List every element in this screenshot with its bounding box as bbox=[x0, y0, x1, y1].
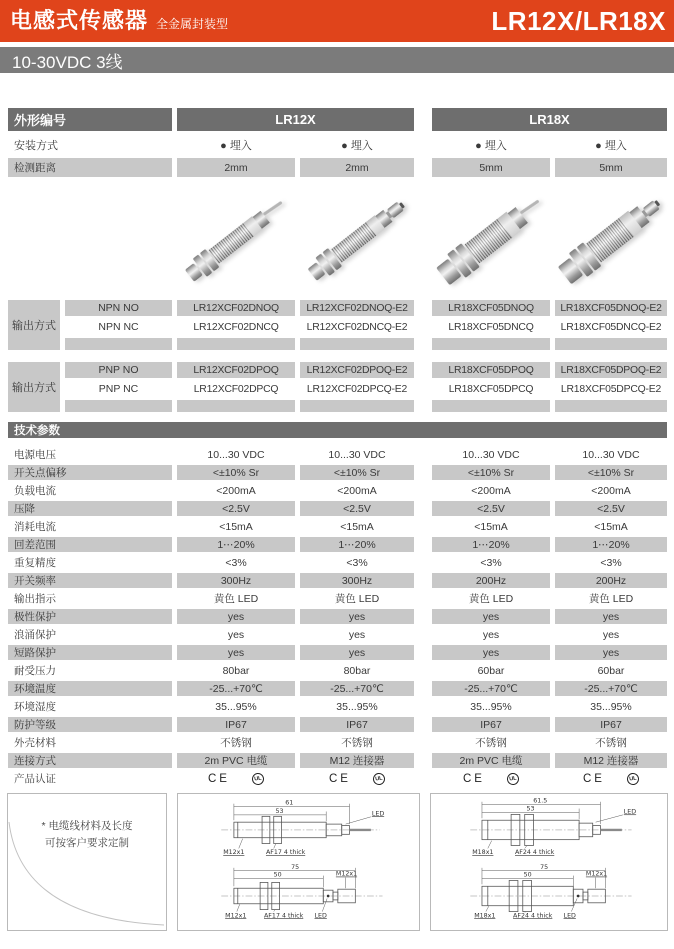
spec-value: <15mA bbox=[219, 520, 253, 533]
spec-value: M12 连接器 bbox=[300, 753, 414, 768]
cert-marks bbox=[177, 771, 295, 786]
distance-value: 5mm bbox=[432, 158, 550, 177]
nut-label: AF24 4 thick bbox=[515, 848, 555, 856]
drawing-box-lr18x bbox=[430, 793, 668, 931]
nut-label: AF17 4 thick bbox=[265, 848, 306, 856]
drawing-box-lr12x bbox=[177, 793, 420, 931]
part-number: LR12XCF02DPCQ bbox=[193, 383, 279, 395]
spec-label: 电源电压 bbox=[14, 449, 56, 461]
spec-value: 200Hz bbox=[432, 573, 550, 588]
ul-mark-icon: UL bbox=[372, 772, 386, 786]
spec-value: yes bbox=[432, 645, 550, 660]
spec-row bbox=[8, 465, 667, 479]
part-number: LR12XCF02DNCQ-E2 bbox=[306, 321, 408, 333]
led-label: LED bbox=[623, 807, 637, 815]
output-group-npn bbox=[8, 300, 667, 350]
led-label: LED bbox=[563, 911, 576, 919]
spec-value: 不锈钢 bbox=[341, 737, 373, 749]
thread-label: M18x1 bbox=[472, 848, 494, 856]
cert-marks bbox=[555, 771, 667, 786]
spec-value: M12 连接器 bbox=[555, 753, 667, 768]
corner-curve-decoration bbox=[8, 794, 166, 930]
spec-row bbox=[8, 717, 667, 731]
spec-value: 黄色 LED bbox=[334, 593, 380, 605]
ce-mark-icon: CE bbox=[208, 772, 230, 785]
spec-value: yes bbox=[555, 609, 667, 624]
spec-value: 200Hz bbox=[555, 573, 667, 588]
distance-value: 5mm bbox=[555, 158, 667, 177]
spec-label: 回差范围 bbox=[8, 537, 172, 552]
output-type: PNP NO bbox=[65, 362, 172, 378]
spec-value: 35...95% bbox=[470, 700, 512, 713]
spec-value: <200mA bbox=[471, 484, 511, 497]
nut-label: AF17 4 thick bbox=[264, 911, 304, 919]
spec-label: 连接方式 bbox=[8, 753, 172, 768]
spec-value: <±10% Sr bbox=[177, 465, 295, 480]
spec-label: 防护等级 bbox=[8, 717, 172, 732]
spec-value: 35...95% bbox=[590, 700, 632, 713]
dim-total: 75 bbox=[291, 863, 300, 871]
spec-value: 黄色 LED bbox=[213, 593, 259, 605]
spec-value: <15mA bbox=[340, 520, 374, 533]
spec-value: yes bbox=[432, 609, 550, 624]
spec-value: 300Hz bbox=[300, 573, 414, 588]
part-number: LR12XCF02DNOQ-E2 bbox=[300, 300, 414, 316]
spec-value: -25...+70℃ bbox=[555, 681, 667, 696]
spec-value: yes bbox=[602, 628, 620, 641]
part-number: LR18XCF05DPCQ-E2 bbox=[560, 383, 662, 395]
mount-value: ● 埋入 bbox=[595, 139, 627, 152]
spec-value: yes bbox=[300, 609, 414, 624]
ul-mark-icon: UL bbox=[506, 772, 520, 786]
sensor-photo-lr12x-connector bbox=[300, 180, 414, 298]
shape-label: 外形编号 bbox=[8, 108, 172, 131]
part-number: LR12XCF02DPCQ-E2 bbox=[306, 383, 408, 395]
note-line-2: 可按客户要求定制 bbox=[45, 837, 129, 850]
spec-value: 1⋯20% bbox=[555, 537, 667, 552]
spec-value: 60bar bbox=[477, 664, 505, 677]
spec-value: -25...+70℃ bbox=[300, 681, 414, 696]
ce-mark-icon: CE bbox=[329, 772, 351, 785]
spec-label: 消耗电流 bbox=[14, 521, 56, 533]
distance-value: 2mm bbox=[177, 158, 295, 177]
spec-value: 黄色 LED bbox=[468, 593, 514, 605]
spec-value: -25...+70℃ bbox=[177, 681, 295, 696]
spec-row bbox=[8, 663, 667, 677]
note-box bbox=[7, 793, 167, 931]
connector-thread-label: M12x1 bbox=[585, 870, 608, 878]
distance-row bbox=[8, 158, 667, 177]
spec-value: yes bbox=[555, 645, 667, 660]
thread-label: M12x1 bbox=[225, 911, 247, 919]
spec-row bbox=[8, 591, 667, 605]
nut-label: AF24 4 thick bbox=[513, 911, 553, 919]
connector-thread-label: M12x1 bbox=[335, 870, 358, 878]
product-photos-row bbox=[8, 180, 667, 298]
shape-header-row bbox=[8, 108, 667, 131]
spec-value: 300Hz bbox=[177, 573, 295, 588]
spec-value: <200mA bbox=[216, 484, 256, 497]
spec-value: <±10% Sr bbox=[432, 465, 550, 480]
part-number: LR12XCF02DPOQ bbox=[177, 362, 295, 378]
spec-value: yes bbox=[482, 628, 500, 641]
thread-label: M18x1 bbox=[474, 911, 496, 919]
output-group-pnp bbox=[8, 362, 667, 412]
ce-mark-icon: CE bbox=[463, 772, 485, 785]
ul-mark-icon: UL bbox=[251, 772, 265, 786]
spec-value: 10...30 VDC bbox=[328, 448, 386, 461]
spec-sheet bbox=[8, 108, 667, 785]
part-number: LR12XCF02DPOQ-E2 bbox=[300, 362, 414, 378]
part-number: LR18XCF05DPOQ-E2 bbox=[555, 362, 667, 378]
spec-row bbox=[8, 609, 667, 623]
spec-label: 环境温度 bbox=[8, 681, 172, 696]
mount-value: ● 埋入 bbox=[220, 139, 252, 152]
spec-row bbox=[8, 447, 667, 461]
output-type: NPN NO bbox=[65, 300, 172, 316]
spec-value: 35...95% bbox=[215, 700, 257, 713]
cert-marks bbox=[432, 771, 550, 786]
dim-body: 53 bbox=[275, 807, 284, 815]
cert-label: 产品认证 bbox=[14, 773, 56, 785]
spec-row bbox=[8, 735, 667, 749]
spec-value: IP67 bbox=[177, 717, 295, 732]
spec-value: 10...30 VDC bbox=[582, 448, 640, 461]
mount-value: ● 埋入 bbox=[341, 139, 373, 152]
output-type: PNP NC bbox=[98, 383, 139, 395]
product-subtitle: 全金属封装型 bbox=[156, 17, 229, 31]
spec-row bbox=[8, 753, 667, 767]
spec-label: 输出指示 bbox=[14, 593, 56, 605]
spec-value: 不锈钢 bbox=[595, 737, 627, 749]
ce-mark-icon: CE bbox=[583, 772, 605, 785]
output-mode-label: 输出方式 bbox=[8, 300, 60, 350]
mount-value: ● 埋入 bbox=[475, 139, 507, 152]
spec-label: 浪涌保护 bbox=[14, 629, 56, 641]
distance-value: 2mm bbox=[300, 158, 414, 177]
dim-total: 61 bbox=[285, 799, 294, 807]
part-number: LR12XCF02DNOQ bbox=[177, 300, 295, 316]
spec-value: 黄色 LED bbox=[588, 593, 634, 605]
spec-row bbox=[8, 555, 667, 569]
part-number: LR18XCF05DNCQ-E2 bbox=[560, 321, 662, 333]
spec-value: yes bbox=[348, 628, 366, 641]
spec-value: <15mA bbox=[594, 520, 628, 533]
spec-value: -25...+70℃ bbox=[432, 681, 550, 696]
spec-row bbox=[8, 501, 667, 515]
dimension-drawing-lr18x bbox=[431, 794, 667, 930]
dimension-drawing-lr12x bbox=[178, 794, 419, 930]
part-number: LR18XCF05DNOQ-E2 bbox=[555, 300, 667, 316]
product-title: 电感式传感器 bbox=[10, 8, 149, 33]
part-number: LR18XCF05DNOQ bbox=[432, 300, 550, 316]
mount-row bbox=[8, 133, 667, 156]
spec-label: 短路保护 bbox=[8, 645, 172, 660]
spec-row bbox=[8, 645, 667, 659]
spec-value: <200mA bbox=[591, 484, 631, 497]
spec-value: IP67 bbox=[555, 717, 667, 732]
spec-value: 10...30 VDC bbox=[207, 448, 265, 461]
model-number: LR12X/LR18X bbox=[491, 6, 666, 36]
header-bar bbox=[0, 0, 674, 42]
spec-value: <3% bbox=[480, 556, 502, 569]
dim-total: 75 bbox=[540, 863, 549, 871]
output-type: NPN NC bbox=[98, 321, 139, 333]
spec-value: 80bar bbox=[343, 664, 371, 677]
spec-label: 环境湿度 bbox=[14, 701, 56, 713]
part-number: LR18XCF05DPCQ bbox=[448, 383, 534, 395]
spec-label: 开关点偏移 bbox=[8, 465, 172, 480]
series-header-lr18x: LR18X bbox=[432, 108, 667, 131]
spec-value: 不锈钢 bbox=[220, 737, 252, 749]
spec-value: 1⋯20% bbox=[432, 537, 550, 552]
sensor-photo-lr18x-cable bbox=[432, 180, 550, 298]
spec-value: 80bar bbox=[222, 664, 250, 677]
ul-mark-icon: UL bbox=[626, 772, 640, 786]
spec-label: 外壳材料 bbox=[14, 737, 56, 749]
part-number: LR18XCF05DPOQ bbox=[432, 362, 550, 378]
spec-value: 1⋯20% bbox=[177, 537, 295, 552]
dim-total: 61.5 bbox=[533, 797, 548, 805]
spec-row bbox=[8, 537, 667, 551]
spec-value: yes bbox=[177, 609, 295, 624]
spec-value: 2m PVC 电缆 bbox=[432, 753, 550, 768]
part-number: LR18XCF05DNCQ bbox=[448, 321, 534, 333]
tech-params-bar: 技术参数 bbox=[8, 422, 667, 438]
spec-value: 10...30 VDC bbox=[462, 448, 520, 461]
spec-row bbox=[8, 681, 667, 695]
spec-value: 60bar bbox=[597, 664, 625, 677]
spec-label: 重复精度 bbox=[14, 557, 56, 569]
spec-label: 开关频率 bbox=[8, 573, 172, 588]
spec-value: <±10% Sr bbox=[300, 465, 414, 480]
distance-label: 检测距离 bbox=[8, 158, 172, 177]
spec-value: <±10% Sr bbox=[555, 465, 667, 480]
spec-value: <2.5V bbox=[555, 501, 667, 516]
spec-row bbox=[8, 519, 667, 533]
spec-label: 耐受压力 bbox=[14, 665, 56, 677]
thread-label: M12x1 bbox=[223, 848, 245, 856]
spec-value: <3% bbox=[600, 556, 622, 569]
spec-value: <3% bbox=[346, 556, 368, 569]
spec-label: 负载电流 bbox=[14, 485, 56, 497]
spec-value: <2.5V bbox=[432, 501, 550, 516]
dim-body: 50 bbox=[273, 871, 282, 879]
spec-value: <2.5V bbox=[300, 501, 414, 516]
dim-body: 53 bbox=[526, 805, 535, 813]
cert-row bbox=[8, 771, 667, 785]
sensor-photo-lr12x-cable bbox=[177, 180, 295, 298]
footer-boxes bbox=[7, 793, 674, 931]
output-mode-label: 输出方式 bbox=[8, 362, 60, 412]
spec-row bbox=[8, 573, 667, 587]
dim-body: 50 bbox=[523, 871, 532, 879]
spec-value: <2.5V bbox=[177, 501, 295, 516]
spec-value: 不锈钢 bbox=[475, 737, 507, 749]
spec-value: yes bbox=[177, 645, 295, 660]
spec-value: IP67 bbox=[432, 717, 550, 732]
spec-value: <15mA bbox=[474, 520, 508, 533]
spec-value: 2m PVC 电缆 bbox=[177, 753, 295, 768]
spec-label: 压降 bbox=[8, 501, 172, 516]
spec-value: IP67 bbox=[300, 717, 414, 732]
mount-label: 安装方式 bbox=[14, 139, 58, 152]
cert-marks bbox=[300, 771, 414, 786]
spec-row bbox=[8, 627, 667, 641]
sensor-photo-lr18x-connector bbox=[555, 180, 667, 298]
spec-value: yes bbox=[300, 645, 414, 660]
spec-row bbox=[8, 699, 667, 713]
led-label: LED bbox=[314, 911, 327, 919]
part-number: LR12XCF02DNCQ bbox=[193, 321, 279, 333]
led-label: LED bbox=[371, 809, 385, 817]
spec-value: 1⋯20% bbox=[300, 537, 414, 552]
spec-table bbox=[8, 447, 667, 785]
spec-label: 极性保护 bbox=[8, 609, 172, 624]
spec-row bbox=[8, 483, 667, 497]
note-line-1: * 电缆线材料及长度 bbox=[41, 819, 133, 832]
voltage-banner: 10-30VDC 3线 bbox=[0, 47, 674, 73]
spec-value: <200mA bbox=[337, 484, 377, 497]
spec-value: yes bbox=[227, 628, 245, 641]
series-header-lr12x: LR12X bbox=[177, 108, 414, 131]
spec-value: 35...95% bbox=[336, 700, 378, 713]
spec-value: <3% bbox=[225, 556, 247, 569]
